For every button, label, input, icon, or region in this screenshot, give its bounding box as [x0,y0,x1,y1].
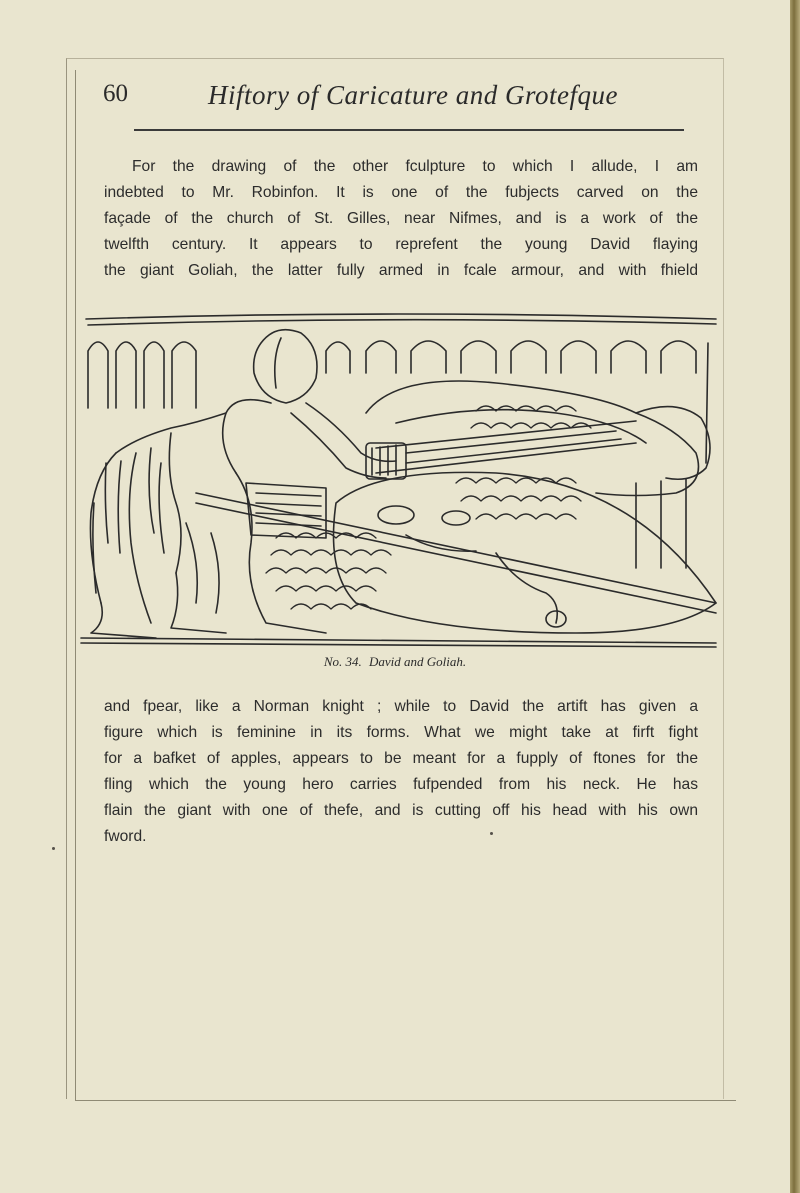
page-number: 60 [103,80,128,107]
ink-speck [52,847,55,850]
paragraph-intro [104,154,698,284]
binding-edge [790,0,800,1193]
text-line: For the drawing of the other fculpture to which I allude, I am [132,158,698,175]
text-line: fling which the young hero carries fufpended from his neck. He has [104,776,698,793]
text-line: indebted to Mr. Robinfon. It is one of the fubjects carved on the [104,184,698,201]
ink-speck [490,832,493,835]
text-line: fword. [104,828,147,845]
caption-number: No. 34. [323,654,362,669]
text-line: twelfth century. It appears to reprefent the young David flaying [104,236,698,253]
header-rule [134,129,684,131]
page-header [0,80,790,120]
text-line: flain the giant with one of thefe, and is cutting off his head with his own [104,802,698,819]
engraving-david-and-goliah [76,303,722,648]
text-line: façade of the church of St. Gilles, near Nifmes, and is a work of the [104,210,698,227]
text-line: figure which is feminine in its forms. What we might take at firft fight [104,724,698,741]
paragraph-continued [104,694,698,850]
running-head: Hiftory of Caricature and Grotefque [208,80,618,110]
text-line: and fpear, like a Norman knight ; while to David the artift has given a [104,698,698,715]
figure-caption [0,654,790,670]
text-line: for a bafket of apples, appears to be meant for a fupply of ftones for the [104,750,698,767]
caption-title: David and Goliah. [369,654,467,669]
text-line: the giant Goliah, the latter fully armed in fcale armour, and with fhield [104,262,698,279]
